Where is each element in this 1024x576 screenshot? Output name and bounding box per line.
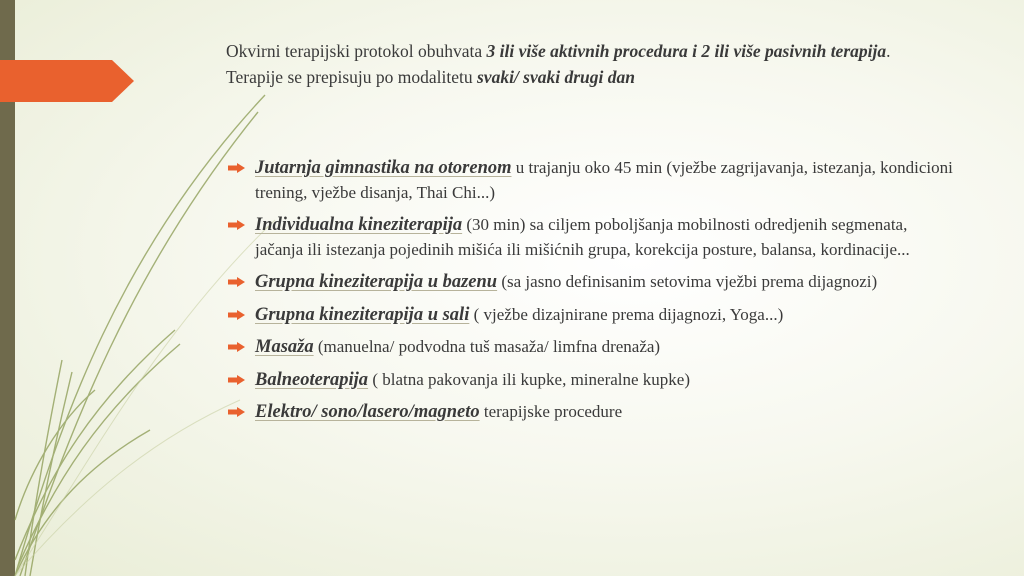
bullet-text: ( vježbe dizajnirane prema dijagnozi, Yoga...) xyxy=(469,304,784,324)
list-item xyxy=(228,303,958,328)
bullet-lead: Grupna kineziterapija u bazenu xyxy=(255,272,498,292)
bullet-text: ( blatna pakovanja ili kupke, mineralne kupke) xyxy=(368,369,691,389)
arrow-bullet-icon xyxy=(228,277,245,287)
bullet-text: (30 min) sa ciljem poboljšanja mobilnosti odredjenih segmenata, jačanja ili istezanja pojedinih mišića ili mišićnih grupa, korekcija posture, balansa, kordinacije... xyxy=(255,215,910,259)
slide-title xyxy=(226,38,946,90)
bullet-lead: Elektro/ sono/lasero/magneto xyxy=(255,402,480,422)
bullet-text: terapijske procedure xyxy=(479,402,623,421)
bullet-lead: Individualna kineziterapija xyxy=(255,215,463,235)
bullet-text: (manuelna/ podvodna tuš masaža/ limfna drenaža) xyxy=(313,337,661,356)
bullet-text: u trajanju oko 45 min (vježbe zagrijavanja, istezanja, kondicioni trening, vježbe disanja, Thai Chi...) xyxy=(255,158,953,202)
title-emphasis-1: 3 ili više aktivnih procedura i 2 ili više pasivnih terapija xyxy=(486,41,887,61)
list-item xyxy=(228,270,958,295)
bullet-lead: Balneoterapija xyxy=(255,369,369,390)
title-text-2: . Terapije se prepisuju po modalitetu xyxy=(226,41,891,87)
therapy-bullet-list xyxy=(228,156,958,433)
title-emphasis-2: svaki/ svaki drugi dan xyxy=(477,67,636,87)
bullet-lead: Masaža xyxy=(255,337,314,357)
title-text-1: Okvirni terapijski protokol obuhvata xyxy=(226,41,487,61)
list-item xyxy=(228,335,958,360)
bullet-text: (sa jasno definisanim setovima vježbi prema dijagnozi) xyxy=(497,272,878,291)
bullet-lead: Jutarnja gimnastika na otorenom xyxy=(255,158,512,178)
bullet-lead: Grupna kineziterapija u sali xyxy=(255,304,470,325)
list-item xyxy=(228,213,958,262)
list-item xyxy=(228,368,958,393)
arrow-bullet-icon xyxy=(228,310,245,320)
arrow-bullet-icon xyxy=(228,342,245,352)
list-item xyxy=(228,156,958,205)
arrow-bullet-icon xyxy=(228,375,245,385)
list-item xyxy=(228,400,958,425)
arrow-bullet-icon xyxy=(228,220,245,230)
accent-arrow-tab xyxy=(0,60,134,102)
arrow-bullet-icon xyxy=(228,163,245,173)
arrow-bullet-icon xyxy=(228,407,245,417)
